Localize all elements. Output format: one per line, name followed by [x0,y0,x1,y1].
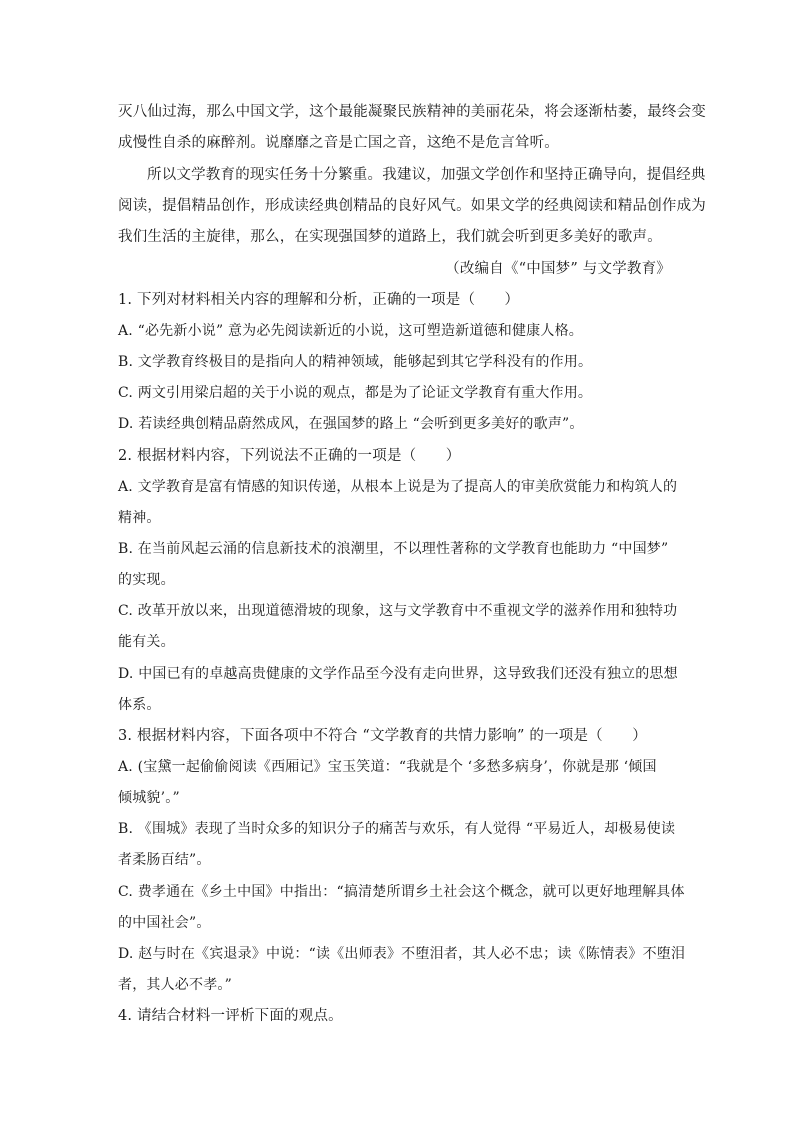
option-line: 的实现。 [118,572,175,588]
option-line: B. 文学教育终极目的是指向人的精神领域，能够起到其它学科没有的作用。 [118,354,593,370]
option-line: C. 改革开放以来，出现道德滑坡的现象，这与文学教育中不重视文学的滋养作用和独特功 [118,603,678,619]
option-line: 倾城貌’。” [118,790,180,806]
option-line: 者，其人必不孝。” [118,977,232,993]
question-stem: 4. 请结合材料一评析下面的观点。 [118,1008,343,1024]
question-stem: 3. 根据材料内容，下面各项中不符合 “文学教育的共情力影响” 的一项是（ ） [118,728,647,744]
option-line: D. 若读经典创精品蔚然成风，在强国梦的路上 “会听到更多美好的歌声”。 [118,416,584,432]
question-stem: 2. 根据材料内容，下列说法不正确的一项是（ ） [118,448,461,464]
option-line: 体系。 [118,697,161,713]
question-stem: 1. 下列对材料相关内容的理解和分析，正确的一项是（ ） [118,292,520,308]
option-line: D. 赵与时在《宾退录》中说：“读《出师表》不堕泪者，其人必不忠；读《陈情表》不堕泪 [118,946,686,962]
option-line: 精神。 [118,510,161,526]
option-line: 者柔肠百结”。 [118,852,211,868]
option-line: 的中国社会”。 [118,915,211,931]
option-line: A. 文学教育是富有情感的知识传递，从根本上说是为了提高人的审美欣赏能力和构筑人的 [118,479,678,495]
option-line: A. “必先新小说” 意为必先阅读新近的小说，这可塑造新道德和健康人格。 [118,323,583,339]
option-line: B. 《围城》表现了当时众多的知识分子的痛苦与欢乐，有人觉得 “平易近人，却极易使读 [118,821,676,837]
paragraph-line: 灭八仙过海，那么中国文学，这个最能凝聚民族精神的美丽花朵，将会逐渐枯萎，最终会变 [118,104,706,120]
option-line: C. 费孝通在《乡土中国》中指出：“搞清楚所谓乡土社会这个概念，就可以更好地理解具体 [118,884,685,900]
source-citation: （改编自《“中国梦” 与文学教育》 [445,261,671,277]
option-line: D. 中国已有的卓越高贵健康的文学作品至今没有走向世界，这导致我们还没有独立的思想 [118,666,678,682]
option-line: C. 两文引用梁启超的关于小说的观点，都是为了论证文学教育有重大作用。 [118,385,593,401]
option-line: A. (宝黛一起偷偷阅读《西厢记》宝玉笑道：“我就是个 ‘多愁多病身’，你就是那 ‘倾国 [118,759,657,775]
paragraph-line: 成慢性自杀的麻醉剂。说靡靡之音是亡国之音，这绝不是危言耸听。 [118,135,559,151]
option-line: 能有关。 [118,634,175,650]
paragraph-line: 所以文学教育的现实任务十分繁重。我建议，加强文学创作和坚持正确导向，提倡经典 [147,167,706,183]
option-line: B. 在当前风起云涌的信息新技术的浪潮里，不以理性著称的文学教育也能助力 “中国梦” [118,541,669,557]
paragraph-line: 我们生活的主旋律，那么，在实现强国梦的道路上，我们就会听到更多美好的歌声。 [118,229,662,245]
paragraph-line: 阅读，提倡精品创作，形成读经典创精品的良好风气。如果文学的经典阅读和精品创作成为 [118,198,706,214]
